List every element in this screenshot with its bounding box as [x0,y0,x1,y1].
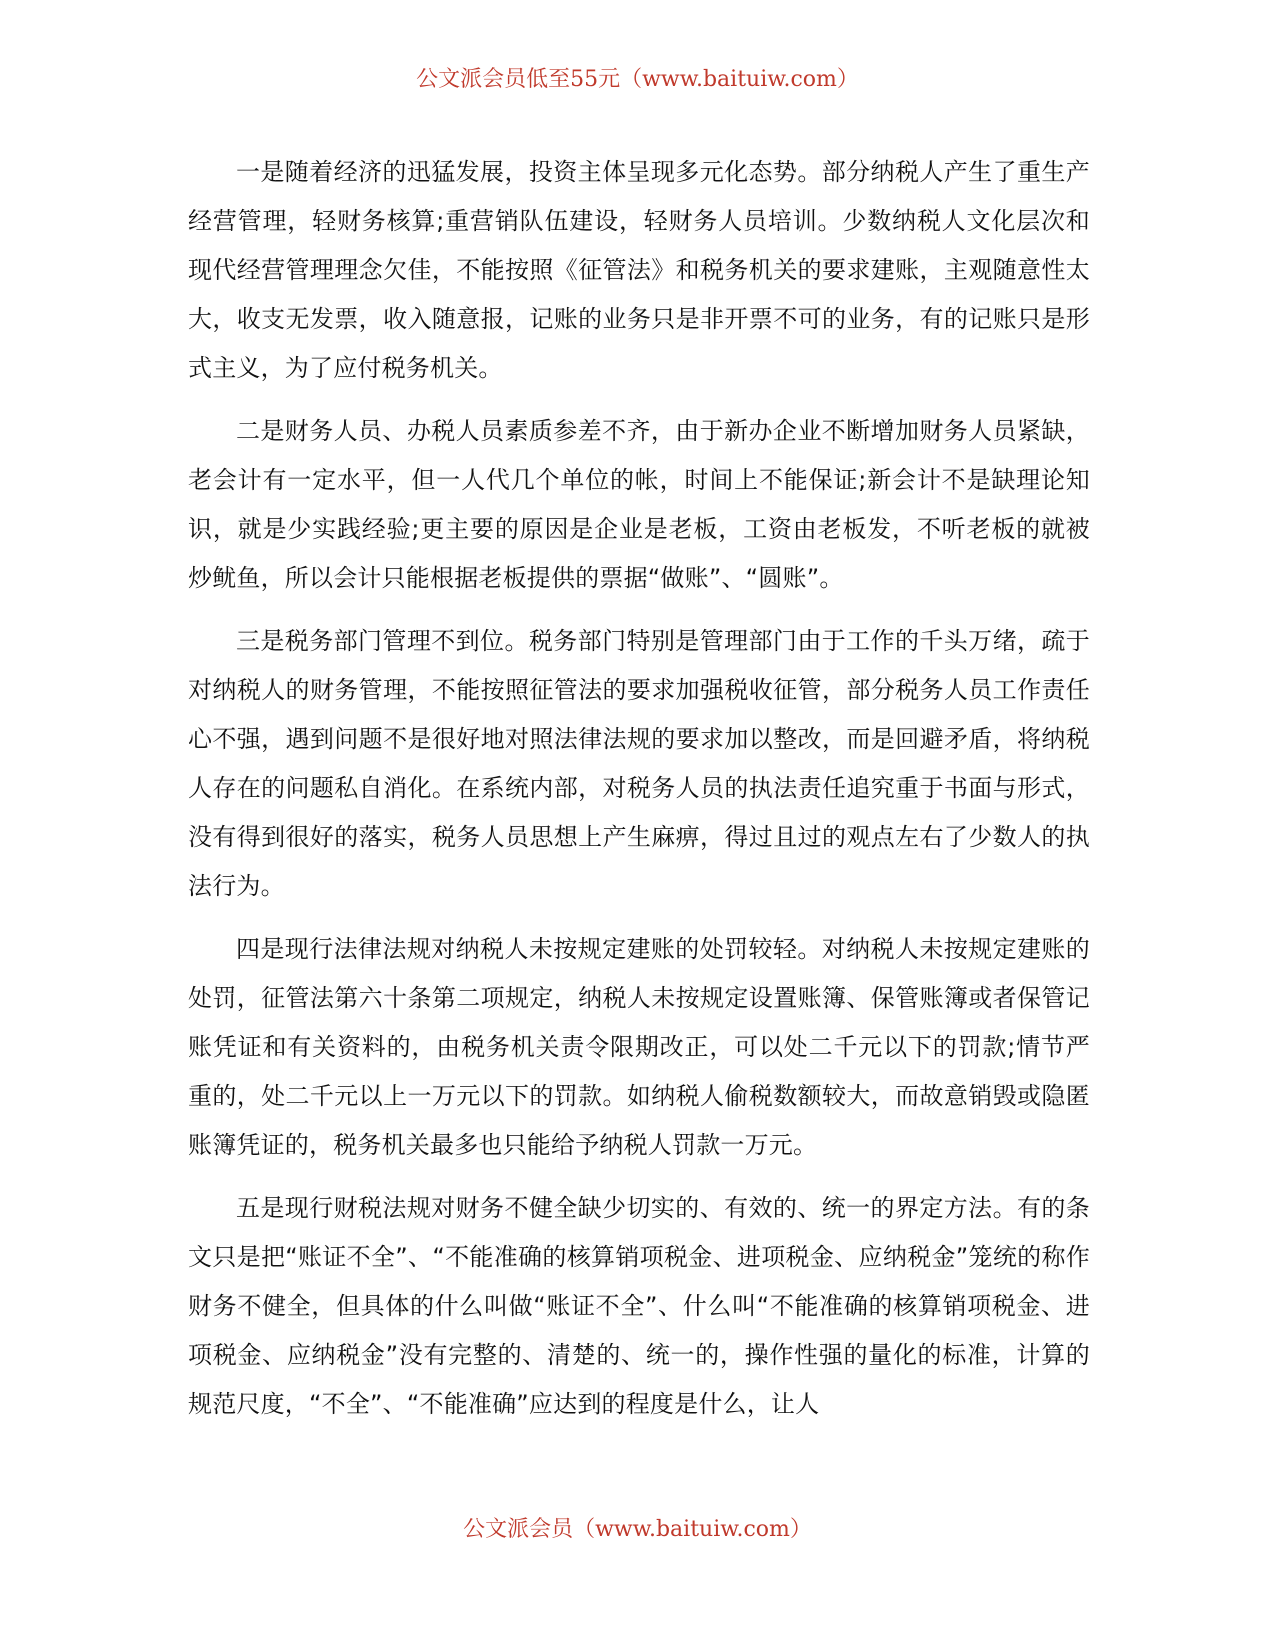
page-footer-promo: 公文派会员（www.baituiw.com） [463,1517,812,1542]
document-body [188,148,1090,1443]
paragraph-5: 五是现行财税法规对财务不健全缺少切实的、有效的、统一的界定方法。有的条文只是把“账证不全”、“不能准确的核算销项税金、进项税金、应纳税金”笼统的称作财务不健全，但具体的什么叫做“账证不全”、什么叫“不能准确的核算销项税金、进项税金、应纳税金”没有完整的、清楚的、统一的，操作性强的量化的标准，计算的规范尺度，“不全”、“不能准确”应达到的程度是什么，让人 [188,1194,1090,1418]
page-header-promo: 公文派会员低至55元（www.baituiw.com） [416,67,859,92]
paragraph-1: 一是随着经济的迅猛发展，投资主体呈现多元化态势。部分纳税人产生了重生产经营管理，轻财务核算;重营销队伍建设，轻财务人员培训。少数纳税人文化层次和现代经营管理理念欠佳，不能按照《征管法》和税务机关的要求建账，主观随意性太大，收支无发票，收入随意报，记账的业务只是非开票不可的业务，有的记账只是形式主义，为了应付税务机关。 [188,158,1090,382]
paragraph-3: 三是税务部门管理不到位。税务部门特别是管理部门由于工作的千头万绪，疏于对纳税人的财务管理，不能按照征管法的要求加强税收征管，部分税务人员工作责任心不强，遇到问题不是很好地对照法律法规的要求加以整改，而是回避矛盾，将纳税人存在的问题私自消化。在系统内部，对税务人员的执法责任追究重于书面与形式，没有得到很好的落实，税务人员思想上产生麻痹，得过且过的观点左右了少数人的执法行为。 [188,627,1090,900]
paragraph-4: 四是现行法律法规对纳税人未按规定建账的处罚较轻。对纳税人未按规定建账的处罚，征管法第六十条第二项规定，纳税人未按规定设置账簿、保管账簿或者保管记账凭证和有关资料的，由税务机关责令限期改正，可以处二千元以下的罚款;情节严重的，处二千元以上一万元以下的罚款。如纳税人偷税数额较大，而故意销毁或隐匿账簿凭证的，税务机关最多也只能给予纳税人罚款一万元。 [188,935,1090,1159]
paragraph-2: 二是财务人员、办税人员素质参差不齐，由于新办企业不断增加财务人员紧缺，老会计有一定水平，但一人代几个单位的帐，时间上不能保证;新会计不是缺理论知识，就是少实践经验;更主要的原因是企业是老板，工资由老板发，不听老板的就被炒鱿鱼，所以会计只能根据老板提供的票据“做账”、“圆账”。 [188,417,1090,592]
